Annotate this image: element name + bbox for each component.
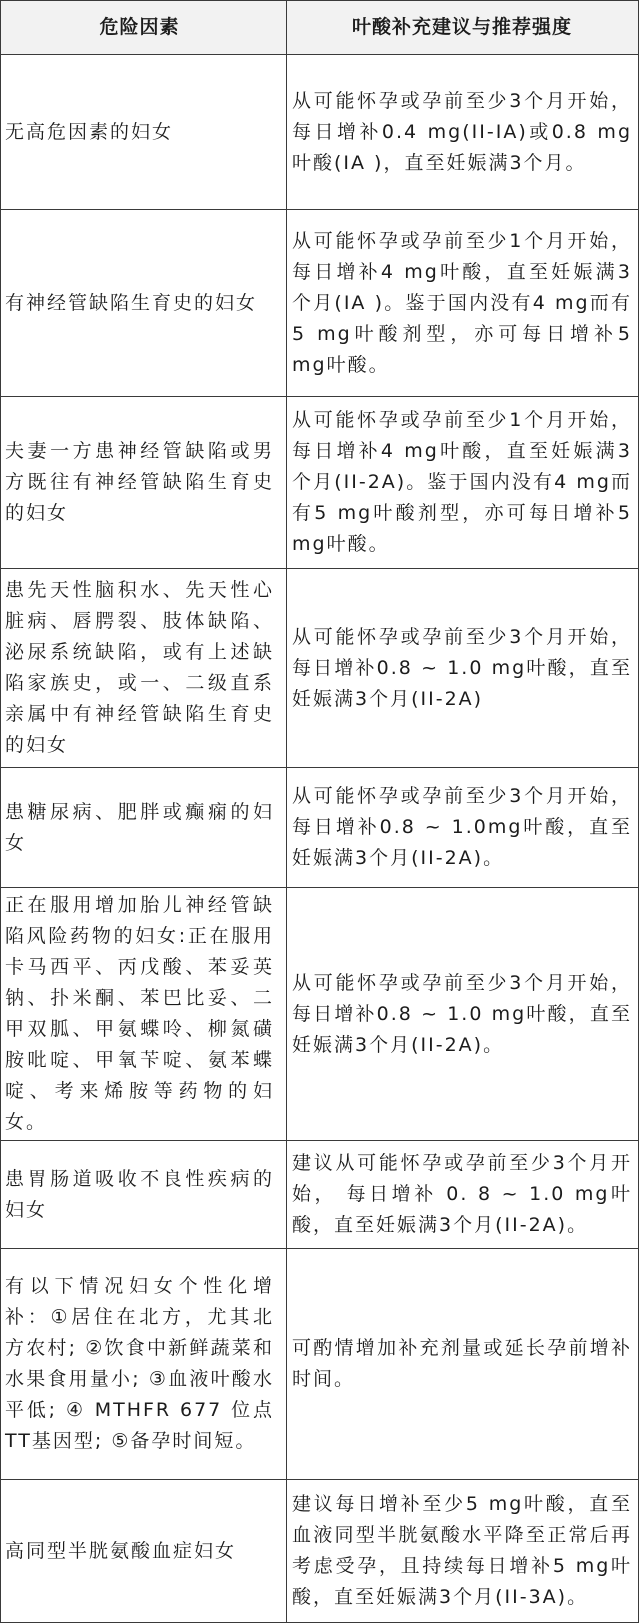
risk-factor-text: 患胃肠道吸收不良性疾病的妇女 bbox=[5, 1167, 274, 1221]
risk-factor-text: 无高危因素的妇女 bbox=[5, 120, 174, 143]
risk-factor-cell bbox=[1, 569, 287, 768]
advice-cell bbox=[287, 397, 639, 569]
risk-factor-cell bbox=[1, 1249, 287, 1480]
risk-factor-cell bbox=[1, 397, 287, 569]
risk-factor-text: 有神经管缺陷生育史的妇女 bbox=[5, 291, 258, 314]
advice-cell bbox=[287, 569, 639, 768]
advice-text: 从可能怀孕或孕前至少1个月开始，每日增补4 mg叶酸，直至妊娠满3个月(IA )。鉴于国内没有4 mg而有5 mg叶酸剂型，亦可每日增补5 mg叶酸。 bbox=[292, 229, 632, 376]
advice-cell bbox=[287, 1480, 639, 1623]
advice-text: 建议每日增补至少5 mg叶酸，直至血液同型半胱氨酸水平降至正常后再考虑受孕，且持续每日增补5 mg叶酸，直至妊娠满3个月(II-3A)。 bbox=[292, 1493, 632, 1608]
header-label: 危险因素 bbox=[99, 16, 180, 38]
advice-cell bbox=[287, 888, 639, 1141]
advice-text: 从可能怀孕或孕前至少3个月开始，每日增补0.4 mg(II-IA)或0.8 mg叶酸(IA )，直至妊娠满3个月。 bbox=[292, 89, 632, 174]
risk-factor-text: 有以下情况妇女个性化增补：①居住在北方，尤其北方农村; ②饮食中新鲜蔬菜和水果食用量小; ③血液叶酸水平低; ④ MTHFR 677 位点TT基因型; ⑤备孕时间短。 bbox=[5, 1275, 274, 1452]
risk-factor-cell bbox=[1, 1480, 287, 1623]
advice-text: 从可能怀孕或孕前至少1个月开始，每日增补4 mg叶酸，直至妊娠满3个月(II-2A)。鉴于国内没有4 mg而有5 mg叶酸剂型，亦可每日增补5 mg叶酸。 bbox=[292, 409, 632, 555]
risk-factor-text: 夫妻一方患神经管缺陷或男方既往有神经管缺陷生育史的妇女 bbox=[5, 440, 274, 524]
advice-cell bbox=[287, 1141, 639, 1249]
risk-factor-cell bbox=[1, 888, 287, 1141]
advice-cell bbox=[287, 55, 639, 210]
risk-factor-text: 正在服用增加胎儿神经管缺陷风险药物的妇女:正在服用卡马西平、丙戊酸、苯妥英钠、扑米酮、苯巴比妥、二甲双胍、甲氨蝶呤、柳氮磺胺吡啶、甲氧苄啶、氨苯蝶啶、考来烯胺等药物的妇女。 bbox=[5, 894, 274, 1133]
advice-text: 可酌情增加补充剂量或延长孕前增补时间。 bbox=[292, 1337, 632, 1390]
risk-factor-cell bbox=[1, 55, 287, 210]
header-risk-factor bbox=[1, 1, 287, 55]
risk-factor-text: 患糖尿病、肥胖或癫痫的妇女 bbox=[5, 800, 274, 854]
advice-cell bbox=[287, 210, 639, 397]
header-label: 叶酸补充建议与推荐强度 bbox=[351, 16, 572, 38]
risk-factor-cell bbox=[1, 210, 287, 397]
advice-text: 从可能怀孕或孕前至少3个月开始，每日增补0.8 ~ 1.0 mg叶酸，直至妊娠满3个月(II-2A)。 bbox=[292, 971, 632, 1056]
advice-text: 从可能怀孕或孕前至少3个月开始，每日增补0.8 ~ 1.0mg叶酸，直至妊娠满3个月(II-2A)。 bbox=[292, 785, 632, 869]
advice-text: 从可能怀孕或孕前至少3个月开始，每日增补0.8 ~ 1.0 mg叶酸，直至妊娠满3个月(II-2A) bbox=[292, 625, 632, 710]
risk-factor-text: 患先天性脑积水、先天性心脏病、唇腭裂、肢体缺陷、泌尿系统缺陷，或有上述缺陷家族史，或一、二级直系亲属中有神经管缺陷生育史的妇女 bbox=[5, 579, 274, 756]
advice-text: 建议从可能怀孕或孕前至少3个月开始， 每日增补 0. 8 ~ 1.0 mg叶酸，直至妊娠满3个月(II-2A)。 bbox=[292, 1152, 632, 1236]
advice-cell bbox=[287, 768, 639, 888]
header-advice bbox=[287, 1, 639, 55]
risk-factor-cell bbox=[1, 1141, 287, 1249]
advice-cell bbox=[287, 1249, 639, 1480]
risk-factor-cell bbox=[1, 768, 287, 888]
risk-factor-text: 高同型半胱氨酸血症妇女 bbox=[5, 1539, 237, 1562]
